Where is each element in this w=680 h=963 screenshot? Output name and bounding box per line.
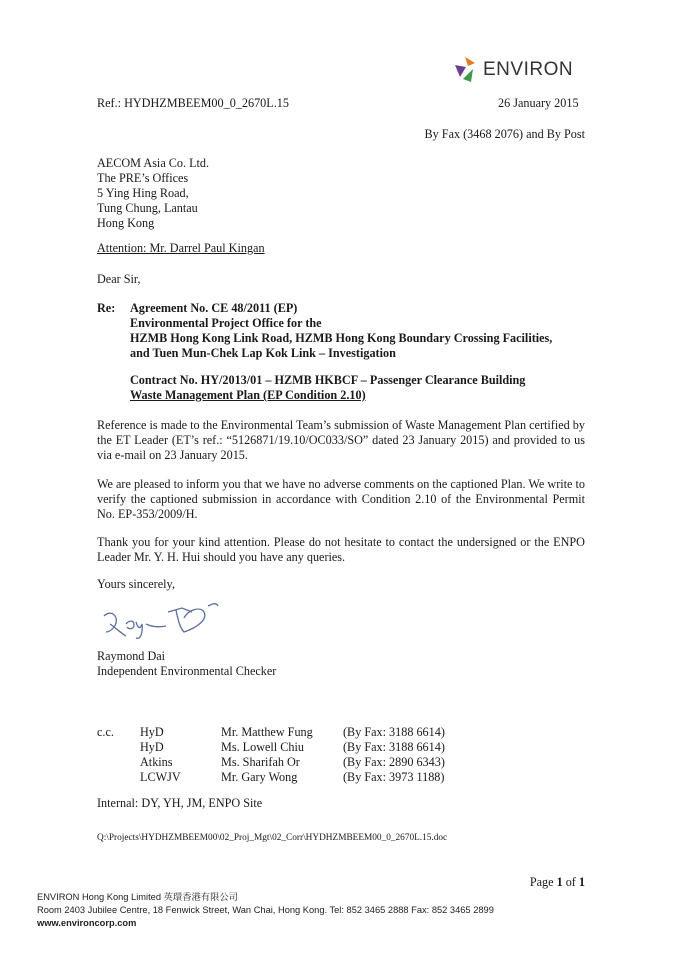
page-of: of	[562, 875, 579, 889]
contract-block	[130, 373, 525, 403]
subject-line: Agreement No. CE 48/2011 (EP)	[130, 301, 298, 315]
subject-line: HZMB Hong Kong Link Road, HZMB Hong Kong Boundary Crossing Facilities,	[130, 331, 553, 345]
page-number	[510, 875, 585, 890]
recipient-address	[97, 156, 209, 231]
cc-row	[97, 770, 517, 785]
signatory-name: Raymond Dai	[97, 649, 166, 663]
address-line: 5 Ying Hing Road,	[97, 186, 189, 200]
page-prefix: Page	[529, 875, 557, 889]
cc-org: HyD	[140, 740, 164, 754]
page-current: 1	[556, 875, 563, 889]
environ-logo-icon	[451, 55, 481, 85]
signatory-block	[97, 649, 276, 679]
cc-fax: (By Fax: 3188 6614)	[343, 725, 445, 739]
body-paragraph: Thank you for your kind attention. Please do not hesitate to contact the undersigned or the ENPO Leader Mr. Y. H. Hui should you have any queries.	[97, 535, 585, 564]
subject-line: and Tuen Mun-Chek Lap Kok Link – Investigation	[130, 346, 396, 360]
reference-number: Ref.: HYDHZMBEEM00_0_2670L.15	[97, 96, 289, 110]
page-total: 1	[578, 875, 585, 889]
cc-row	[97, 755, 517, 770]
cc-fax: (By Fax: 2890 6343)	[343, 755, 445, 769]
cc-person: Ms. Sharifah Or	[221, 755, 300, 769]
subject-line: Environmental Project Office for the	[130, 316, 322, 330]
cc-fax: (By Fax: 3973 1188)	[343, 770, 445, 784]
signatory-title: Independent Environmental Checker	[97, 664, 277, 678]
closing: Yours sincerely,	[97, 577, 175, 591]
footer-company: ENVIRON Hong Kong Limited 英環香港有限公司	[37, 892, 238, 902]
cc-list	[97, 725, 517, 785]
address-line: The PRE’s Offices	[97, 171, 189, 185]
body-paragraph: We are pleased to inform you that we have no adverse comments on the captioned Plan. We write to verify the captioned submission in accordance with Condition 2.10 of the Environmental Permit No. EP-353/2009/H.	[97, 477, 585, 521]
cc-org: LCWJV	[140, 770, 181, 784]
handwritten-signature	[96, 598, 246, 643]
address-line: Tung Chung, Lantau	[97, 201, 198, 215]
file-path: Q:\Projects\HYDHZMBEEM00\02_Proj_Mgt\02_Corr\HYDHZMBEEM00_0_2670L.15.doc	[97, 833, 448, 843]
subject-block	[130, 301, 552, 361]
re-label: Re:	[97, 301, 116, 315]
footer	[37, 891, 494, 930]
cc-org: Atkins	[140, 755, 173, 769]
footer-address: Room 2403 Jubilee Centre, 18 Fenwick Street, Wan Chai, Hong Kong. Tel: 852 3465 2888 Fax: 852 3465 2899	[37, 905, 494, 915]
contract-line: Contract No. HY/2013/01 – HZMB HKBCF – Passenger Clearance Building	[130, 373, 526, 387]
internal-distribution: Internal: DY, YH, JM, ENPO Site	[97, 796, 263, 810]
cc-row	[97, 740, 517, 755]
cc-person: Mr. Matthew Fung	[221, 725, 313, 739]
cc-person: Mr. Gary Wong	[221, 770, 298, 784]
cc-fax: (By Fax: 3188 6614)	[343, 740, 445, 754]
cc-row	[97, 725, 517, 740]
address-line: AECOM Asia Co. Ltd.	[97, 156, 210, 170]
body-paragraph: Reference is made to the Environmental Team’s submission of Waste Management Plan certified by the ET Leader (ET’s ref.: “5126871/19.10/OC033/SO” dated 23 January 2015) and provided to us via e-mail on 23 January 2015.	[97, 418, 585, 462]
delivery-method: By Fax (3468 2076) and By Post	[424, 127, 585, 141]
cc-label: c.c.	[97, 725, 114, 739]
plan-line: Waste Management Plan (EP Condition 2.10)	[130, 388, 366, 402]
logo-text: ENVIRON	[483, 59, 574, 80]
attention-line: Attention: Mr. Darrel Paul Kingan	[97, 241, 265, 255]
cc-org: HyD	[140, 725, 164, 739]
address-line: Hong Kong	[97, 216, 155, 230]
footer-website: www.environcorp.com	[37, 918, 137, 928]
environ-logo	[451, 55, 576, 89]
cc-person: Ms. Lowell Chiu	[221, 740, 304, 754]
letter-date: 26 January 2015	[498, 96, 579, 110]
salutation: Dear Sir,	[97, 272, 141, 286]
